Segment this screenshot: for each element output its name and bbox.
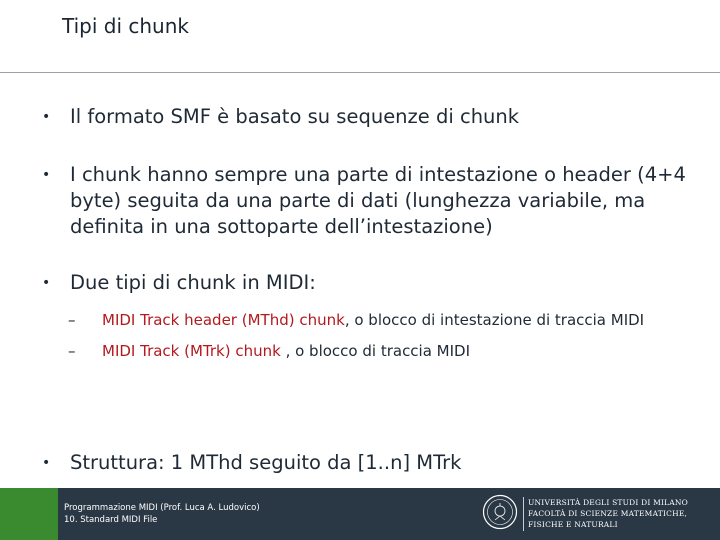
footer-course-info xyxy=(64,502,260,526)
sub-item-text: , o blocco di traccia MIDI xyxy=(280,342,471,360)
bullet-text: Struttura: 1 MThd seguito da [1..n] MTrk xyxy=(70,451,462,474)
slide-title: Tipi di chunk xyxy=(62,14,189,38)
bullet-icon: • xyxy=(42,455,51,471)
sub-item-highlight: MIDI Track (MTrk) chunk xyxy=(102,342,281,360)
bullet-icon: • xyxy=(42,109,51,125)
bullet-item-4 xyxy=(40,450,461,476)
sub-item-text: , o blocco di intestazione di traccia MIDI xyxy=(344,311,645,329)
bullet-text: Due tipi di chunk in MIDI: xyxy=(70,271,316,294)
university-name: UNIVERSITÀ DEGLI STUDI DI MILANO xyxy=(528,498,689,507)
bullet-item-3 xyxy=(40,270,700,296)
footer-course-title: Programmazione MIDI (Prof. Luca A. Ludovico) xyxy=(64,503,260,513)
title-divider xyxy=(0,72,720,73)
bullet-icon: • xyxy=(42,275,51,291)
sub-item-1 xyxy=(40,310,700,331)
footer-accent xyxy=(0,488,58,540)
bullet-item-1 xyxy=(40,104,700,130)
bullet-icon: • xyxy=(42,167,51,183)
sub-item-highlight: MIDI Track header (MThd) chunk xyxy=(102,311,345,329)
sub-item-2 xyxy=(40,341,700,362)
bullet-list xyxy=(40,104,700,474)
logo-divider xyxy=(523,497,524,531)
faculty-name-2: FISICHE E NATURALI xyxy=(528,520,618,529)
dash-icon: – xyxy=(68,311,76,329)
bullet-text: Il formato SMF è basato su sequenze di chunk xyxy=(70,105,520,128)
bullet-text: I chunk hanno sempre una parte di intestazione o header (4+4 byte) seguita da una parte di dati (lunghezza variabile, ma definita in una sottoparte dell’intestazione) xyxy=(70,163,686,238)
footer-lecture-title: 10. Standard MIDI File xyxy=(64,515,158,525)
university-seal-icon xyxy=(482,494,518,530)
bullet-item-2 xyxy=(40,162,700,240)
faculty-name-1: FACOLTÀ DI SCIENZE MATEMATICHE, xyxy=(528,509,688,518)
university-logo-text xyxy=(528,497,688,530)
dash-icon: – xyxy=(68,342,76,360)
